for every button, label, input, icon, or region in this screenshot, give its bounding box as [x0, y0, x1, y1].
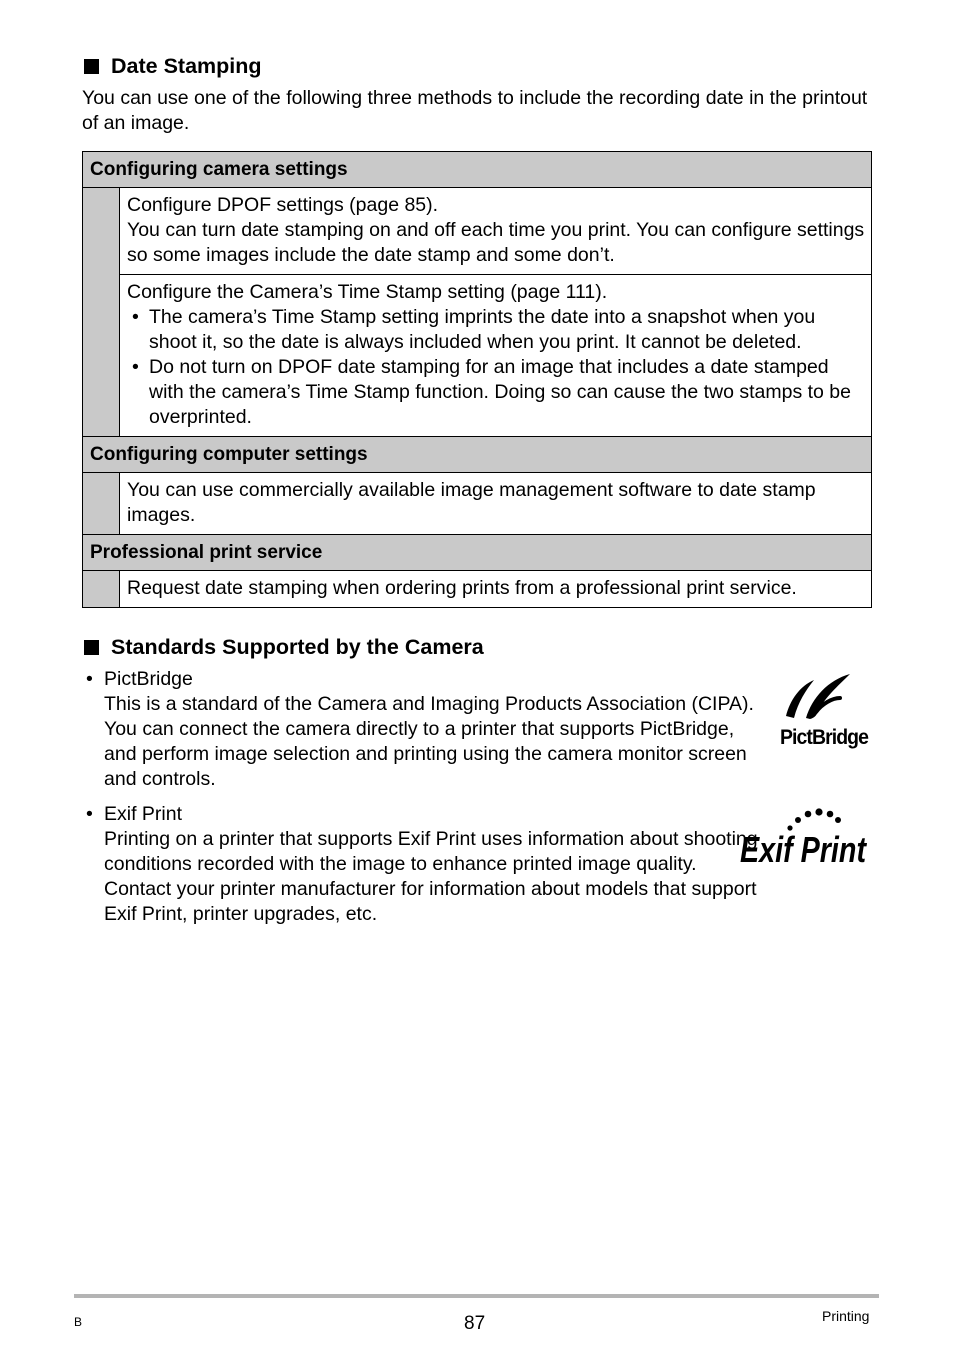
camera-settings-dpof-cell — [120, 188, 872, 275]
timestamp-bullet-list — [127, 305, 865, 430]
footer-rule — [74, 1294, 879, 1298]
date-stamping-heading — [84, 54, 262, 79]
page-number: 87 — [464, 1313, 486, 1334]
professional-print-cell: Request date stamping when ordering prints from a professional print service. — [120, 571, 872, 608]
exif-print-logo — [738, 806, 870, 868]
pictbridge-item — [84, 667, 764, 792]
section-header-computer-settings: Configuring computer settings — [83, 437, 872, 473]
dpof-line-2: You can turn date stamping on and off each time you print. You can configure settings so some images include the date stamp and some don’t. — [127, 219, 865, 266]
camera-settings-timestamp-cell — [120, 275, 872, 437]
exif-print-description: Printing on a printer that supports Exif Print uses information about shooting conditions recorded with the image to enhance printed image quality. Contact your printer manufacturer for information about models that support Exif Print, printer upgrades, etc. — [104, 828, 758, 925]
exif-print-item — [84, 802, 764, 927]
standards-title: Standards Supported by the Camera — [111, 635, 484, 659]
computer-settings-cell: You can use commercially available image management software to date stamp images. — [120, 473, 872, 535]
section-header-camera-settings: Configuring camera settings — [83, 152, 872, 188]
table-gutter — [83, 473, 120, 535]
footer-left-label: B — [74, 1315, 83, 1329]
section-header-professional-print: Professional print service — [83, 535, 872, 571]
date-stamping-intro: You can use one of the following three methods to include the recording date in the printout of an image. — [82, 87, 868, 134]
exif-print-name: • Exif Print — [84, 802, 764, 827]
pictbridge-logo — [776, 672, 872, 750]
square-bullet-icon — [84, 59, 99, 74]
list-item: • Do not turn on DPOF date stamping for an image that includes a date stamped with the camera’s Time Stamp function. Doing so can cause the two stamps to be overprinted. — [127, 355, 865, 430]
footer-section-name: Printing — [822, 1308, 870, 1324]
pictbridge-logo-text: PictBridge — [780, 726, 869, 749]
date-stamping-title: Date Stamping — [111, 54, 262, 78]
exif-print-logo-text: Exif Print — [740, 829, 868, 870]
table-gutter — [83, 571, 120, 608]
dpof-line-1: Configure DPOF settings (page 85). — [127, 194, 439, 216]
pictbridge-description: This is a standard of the Camera and Imaging Products Association (CIPA). You can connect the camera directly to a printer that supports PictBridge, and perform image selection and printing using the camera monitor screen and controls. — [104, 693, 754, 790]
date-stamping-methods-table — [82, 151, 872, 608]
standards-heading — [84, 635, 484, 660]
timestamp-lead: Configure the Camera’s Time Stamp setting (page 111). — [127, 281, 608, 303]
list-item: • The camera’s Time Stamp setting imprints the date into a snapshot when you shoot it, so the date is always included when you print. It cannot be deleted. — [127, 305, 865, 355]
square-bullet-icon — [84, 640, 99, 655]
table-gutter — [83, 188, 120, 437]
pictbridge-name: • PictBridge — [84, 667, 764, 692]
